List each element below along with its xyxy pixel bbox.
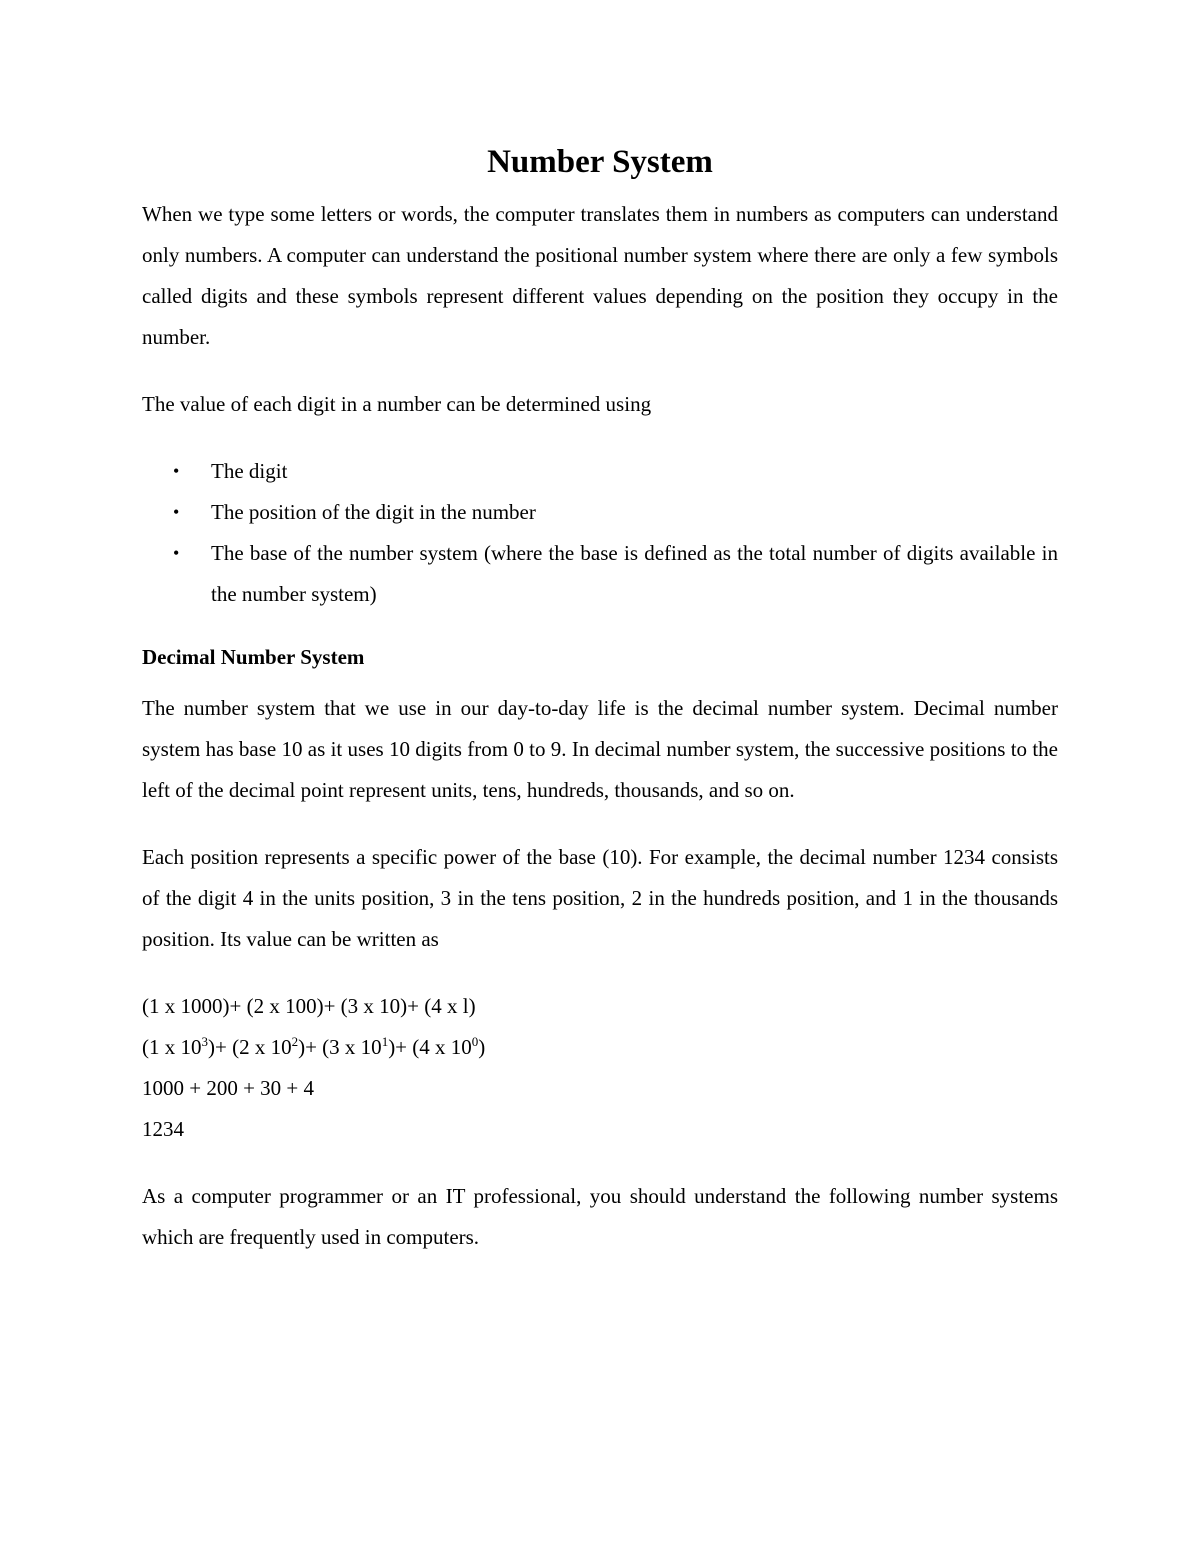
list-item-text: The digit	[211, 459, 288, 483]
digit-value-factors-list	[142, 451, 1058, 615]
expansion-example	[142, 986, 1058, 1150]
powers-term: )+ (2 x 10	[208, 1035, 292, 1059]
list-item-text: The position of the digit in the number	[211, 500, 536, 524]
list-item-text: The base of the number system (where the base is defined as the total number of digits available in the number system)	[211, 541, 1058, 606]
page-title: Number System	[487, 144, 713, 180]
powers-term: )+ (3 x 10	[298, 1035, 382, 1059]
bullet-icon: •	[173, 461, 180, 481]
decimal-paragraph-2: Each position represents a specific power of the base (10). For example, the decimal number 1234 consists of the digit 4 in the units position, 3 in the tens position, 2 in the hundreds position, and 1 in the thousands position. Its value can be written as	[142, 845, 1058, 951]
expansion-line-products: (1 x 1000)+ (2 x 100)+ (3 x 10)+ (4 x l)	[142, 994, 476, 1018]
document-page	[142, 140, 1058, 1258]
bullet-icon: •	[173, 502, 180, 522]
expansion-line-powers	[142, 1027, 1058, 1068]
exponent: 2	[291, 1034, 299, 1049]
exponent: 1	[381, 1034, 389, 1049]
powers-term: )+ (4 x 10	[388, 1035, 472, 1059]
powers-term: (1 x 10	[142, 1035, 202, 1059]
section-heading-decimal: Decimal Number System	[142, 645, 365, 669]
bullet-icon: •	[173, 543, 180, 563]
closing-paragraph: As a computer programmer or an IT professional, you should understand the following number systems which are frequently used in computers.	[142, 1184, 1058, 1249]
decimal-paragraph-1: The number system that we use in our day-to-day life is the decimal number system. Decimal number system has base 10 as it uses 10 digits from 0 to 9. In decimal number system, the successive positions to the left of the decimal point represent units, tens, hundreds, thousands, and so on.	[142, 696, 1058, 802]
expansion-line-sum: 1000 + 200 + 30 + 4	[142, 1076, 315, 1100]
list-item	[142, 451, 1058, 492]
list-item	[142, 492, 1058, 533]
exponent: 3	[201, 1034, 208, 1049]
value-intro-paragraph: The value of each digit in a number can be determined using	[142, 392, 652, 416]
exponent: 0	[471, 1034, 479, 1049]
powers-term: )	[478, 1035, 486, 1059]
expansion-line-result: 1234	[142, 1117, 184, 1141]
list-item	[142, 533, 1058, 615]
intro-paragraph: When we type some letters or words, the computer translates them in numbers as computers can understand only numbers. A computer can understand the positional number system where there are only a few symbols called digits and these symbols represent different values depending on the position they occupy in the number.	[142, 202, 1058, 349]
